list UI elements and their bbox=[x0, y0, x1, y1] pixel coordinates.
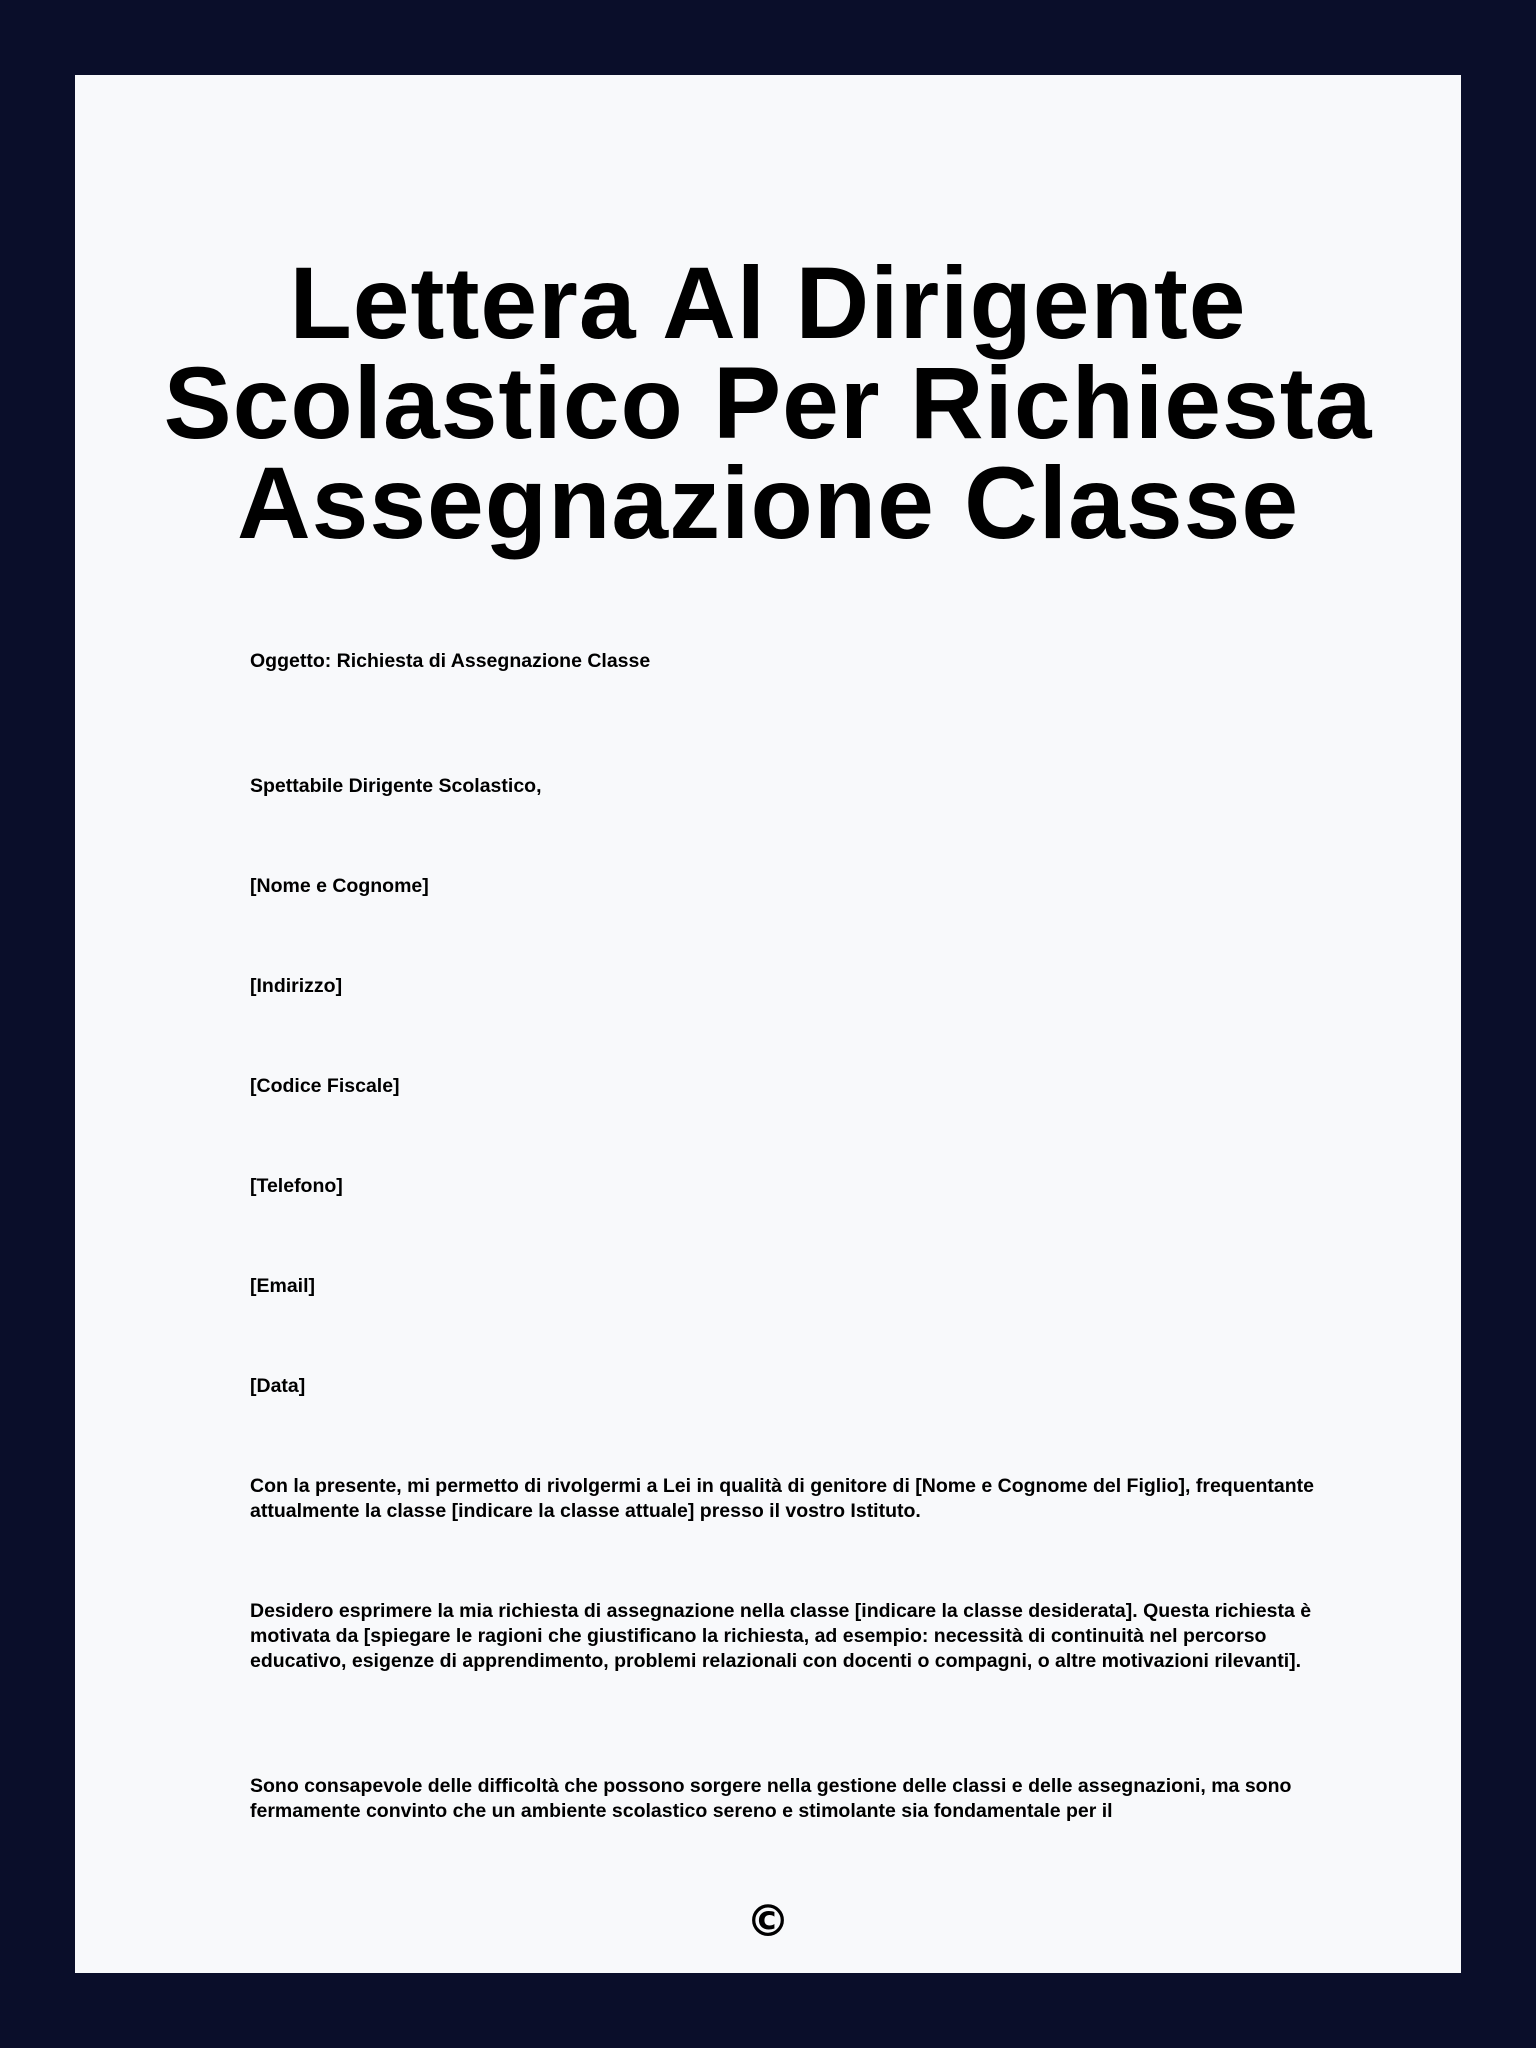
subject-line: Oggetto: Richiesta di Assegnazione Classe bbox=[250, 650, 651, 672]
document-title bbox=[75, 246, 1461, 560]
paragraph-awareness: Sono consapevole delle difficoltà che possono sorgere nella gestione delle classi e delle assegnazioni, ma sono fermamente convinto che un ambiente scolastico sereno e stimolante sia fondamentale per il bbox=[250, 1775, 1292, 1822]
salutation: Spettabile Dirigente Scolastico, bbox=[250, 775, 542, 797]
title-line-2: Scolastico Per Richiesta bbox=[163, 346, 1373, 460]
field-address: [Indirizzo] bbox=[250, 975, 343, 997]
title-line-3: Assegnazione Classe bbox=[236, 446, 1300, 560]
field-tax-code: [Codice Fiscale] bbox=[250, 1075, 400, 1097]
field-name: [Nome e Cognome] bbox=[250, 875, 429, 897]
field-phone: [Telefono] bbox=[250, 1175, 343, 1197]
field-email: [Email] bbox=[250, 1275, 316, 1297]
title-line-1: Lettera Al Dirigente bbox=[289, 246, 1247, 360]
document-page bbox=[75, 75, 1461, 1973]
paragraph-intro: Con la presente, mi permetto di rivolgermi a Lei in qualità di genitore di [Nome e Cognome del Figlio], frequentante attualmente la classe [indicare la classe attuale] presso il vostro Istituto. bbox=[250, 1475, 1314, 1522]
paragraph-request: Desidero esprimere la mia richiesta di assegnazione nella classe [indicare la classe desiderata]. Questa richiesta è motivata da [spiegare le ragioni che giustificano la richiesta, ad esempio: necessità di continuità nel percorso educativo, esigenze di apprendimento, problemi relazionali con docenti o compagni, o altre motivazioni rilevanti]. bbox=[250, 1600, 1312, 1672]
copyright-icon: © bbox=[746, 1896, 790, 1947]
field-date: [Data] bbox=[250, 1375, 306, 1397]
